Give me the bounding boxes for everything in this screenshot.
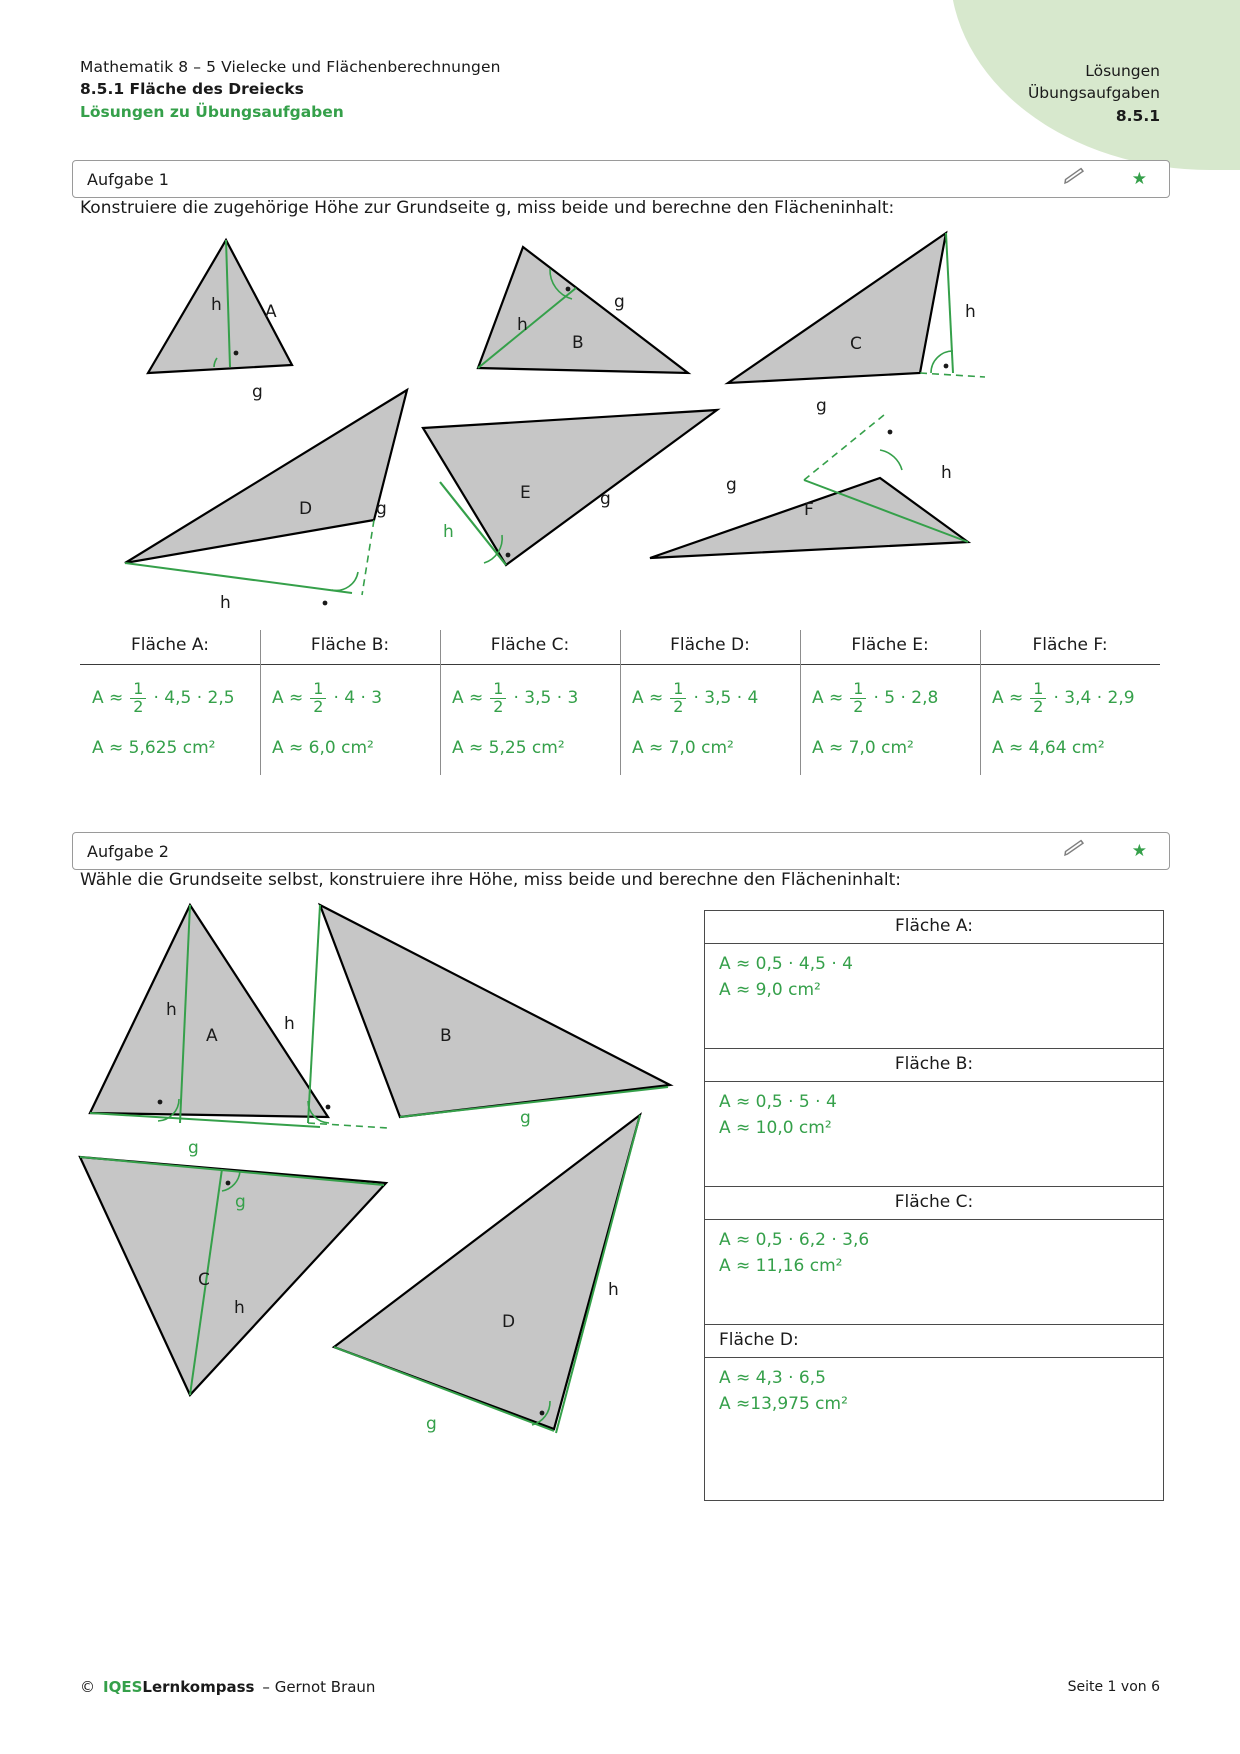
task-2-prompt: Wähle die Grundseite selbst, konstruiere ihre Höhe, miss beide und berechne den Flächeninhalt: — [80, 870, 902, 890]
svg-text:h: h — [220, 593, 231, 613]
iqes-logo-text: IQES — [103, 1678, 143, 1696]
fraction-half: $\frac{1}{2}$ — [1030, 681, 1046, 716]
fraction-half: $\frac{1}{2}$ — [490, 681, 506, 716]
task-1-figures — [80, 225, 1160, 629]
task-2-title: Aufgabe 2 — [87, 841, 169, 861]
table-cell-flaeche-a — [80, 665, 260, 785]
result-header-b: Fläche B: — [705, 1049, 1163, 1082]
svg-text:A: A — [206, 1026, 218, 1046]
svg-text:g: g — [600, 489, 611, 509]
svg-text:h: h — [234, 1298, 245, 1318]
table-cell-flaeche-f — [980, 665, 1160, 785]
table-header-cell: Fläche E: — [800, 632, 980, 664]
svg-text:E: E — [520, 483, 531, 503]
triangle-F — [650, 415, 968, 558]
formula-b: A ≈ $\frac{1}{2}$ · 4 · 3 — [272, 679, 383, 716]
table-header-cell: Fläche D: — [620, 632, 800, 664]
svg-text:g: g — [235, 1192, 246, 1212]
header-subtitle-line: Lösungen zu Übungsaufgaben — [80, 103, 344, 121]
svg-text:g: g — [426, 1414, 437, 1434]
task-1-title: Aufgabe 1 — [87, 169, 169, 189]
table-header-cell: Fläche A: — [131, 635, 209, 655]
triangle-E — [423, 410, 717, 565]
result-d-line2: A ≈13,975 cm² — [719, 1393, 848, 1414]
svg-text:h: h — [443, 522, 454, 542]
svg-text:h: h — [166, 1000, 177, 1020]
header-right-line2: Übungsaufgaben — [1027, 84, 1160, 103]
header-chapter-line: 8.5.1 Fläche des Dreiecks — [80, 80, 304, 98]
footer-author: – Gernot Braun — [262, 1678, 376, 1696]
svg-text:g: g — [614, 292, 625, 312]
result-section-c — [705, 1187, 1163, 1325]
table-body-row — [80, 665, 1160, 785]
svg-text:D: D — [299, 499, 313, 519]
svg-text:g: g — [726, 475, 737, 495]
result-a-line2: A ≈ 9,0 cm² — [719, 979, 821, 1000]
result-section-a — [705, 911, 1163, 1049]
header-right-block — [1028, 60, 1160, 127]
svg-text:C: C — [198, 1270, 210, 1290]
result-d-line1: A ≈ 4,3 · 6,5 — [719, 1368, 826, 1388]
header-right-code: 8.5.1 — [1115, 106, 1160, 125]
task-1-bar — [72, 160, 1170, 198]
difficulty-star-icon: ★ — [1131, 168, 1147, 189]
svg-text:B: B — [440, 1026, 452, 1046]
result-body-d — [705, 1358, 1163, 1500]
table-header-row — [80, 632, 1160, 665]
footer-page-number: Seite 1 von 6 — [1067, 1679, 1160, 1695]
svg-text:g: g — [252, 382, 263, 402]
task-1-prompt: Konstruiere die zugehörige Höhe zur Grundseite g, miss beide und berechne den Flächeninhalt: — [80, 198, 895, 218]
formula-a: A ≈ $\frac{1}{2}$ · 4,5 · 2,5 — [92, 679, 235, 716]
fraction-half: $\frac{1}{2}$ — [310, 681, 326, 716]
result-body-a — [705, 944, 1163, 1048]
result-body-b — [705, 1082, 1163, 1186]
formula-c: A ≈ $\frac{1}{2}$ · 3,5 · 3 — [452, 679, 579, 716]
svg-text:A: A — [265, 302, 277, 322]
formula-d: A ≈ $\frac{1}{2}$ · 3,5 · 4 — [632, 679, 759, 716]
result-b-line1: A ≈ 0,5 · 5 · 4 — [719, 1092, 837, 1112]
svg-text:g: g — [188, 1138, 199, 1158]
result-section-b — [705, 1049, 1163, 1187]
result-header-d: Fläche D: — [705, 1325, 1163, 1358]
table-cell-flaeche-b — [260, 665, 440, 785]
result-d: A ≈ 7,0 cm² — [632, 737, 734, 758]
result-section-d — [705, 1325, 1163, 1500]
result-c-line1: A ≈ 0,5 · 6,2 · 3,6 — [719, 1230, 870, 1250]
triangle-C — [728, 233, 985, 383]
result-body-c — [705, 1220, 1163, 1324]
result-c: A ≈ 5,25 cm² — [452, 737, 565, 758]
result-c-line2: A ≈ 11,16 cm² — [719, 1255, 843, 1276]
result-b-line2: A ≈ 10,0 cm² — [719, 1117, 832, 1138]
task-2-icons — [1062, 839, 1147, 863]
task-2-bar — [72, 832, 1170, 870]
task-2-figures — [70, 895, 710, 1539]
fraction-half: $\frac{1}{2}$ — [670, 681, 686, 716]
svg-text:D: D — [502, 1312, 516, 1332]
table-header-cell: Fläche F: — [980, 632, 1160, 664]
copyright-symbol: © — [80, 1678, 95, 1696]
result-b: A ≈ 6,0 cm² — [272, 737, 374, 758]
task-2-results-table — [704, 910, 1164, 1501]
table-header-cell: Fläche B: — [260, 632, 440, 664]
fraction-half: $\frac{1}{2}$ — [850, 681, 866, 716]
pencil-icon — [1062, 167, 1088, 191]
svg-text:C: C — [850, 334, 862, 354]
task-1-icons — [1062, 167, 1147, 191]
result-a: A ≈ 5,625 cm² — [92, 737, 216, 758]
result-header-c: Fläche C: — [705, 1187, 1163, 1220]
table-cell-flaeche-e — [800, 665, 980, 785]
triangle-B2 — [308, 905, 670, 1128]
svg-text:g: g — [376, 499, 387, 519]
svg-text:h: h — [941, 463, 952, 483]
svg-text:h: h — [284, 1014, 295, 1034]
result-e: A ≈ 7,0 cm² — [812, 737, 914, 758]
page-footer — [80, 1678, 1160, 1696]
svg-text:h: h — [965, 302, 976, 322]
svg-text:B: B — [572, 333, 584, 353]
difficulty-star-icon: ★ — [1131, 840, 1147, 861]
task-1-results-table — [80, 632, 1160, 785]
triangle-B — [478, 247, 688, 373]
formula-f: A ≈ $\frac{1}{2}$ · 3,4 · 2,9 — [992, 679, 1135, 716]
table-header-cell: Fläche C: — [440, 632, 620, 664]
document-header — [80, 58, 501, 121]
triangle-D2 — [334, 1115, 640, 1433]
triangle-D — [125, 390, 407, 605]
pencil-icon — [1062, 839, 1088, 863]
result-a-line1: A ≈ 0,5 · 4,5 · 4 — [719, 954, 853, 974]
header-course-line: Mathematik 8 – 5 Vielecke und Flächenberechnungen — [80, 58, 501, 76]
table-cell-flaeche-d — [620, 665, 800, 785]
svg-text:h: h — [517, 315, 528, 335]
svg-text:g: g — [816, 396, 827, 416]
formula-e: A ≈ $\frac{1}{2}$ · 5 · 2,8 — [812, 679, 939, 716]
svg-text:h: h — [608, 1280, 619, 1300]
result-header-a: Fläche A: — [705, 911, 1163, 944]
svg-text:g: g — [520, 1108, 531, 1128]
svg-text:F: F — [804, 500, 814, 520]
fraction-half: $\frac{1}{2}$ — [130, 681, 146, 716]
triangle-C2 — [80, 1157, 386, 1395]
svg-text:h: h — [211, 295, 222, 315]
lernkompass-text: Lernkompass — [142, 1678, 255, 1696]
header-right-line1: Lösungen — [1085, 62, 1160, 80]
table-cell-flaeche-c — [440, 665, 620, 785]
result-f: A ≈ 4,64 cm² — [992, 737, 1105, 758]
